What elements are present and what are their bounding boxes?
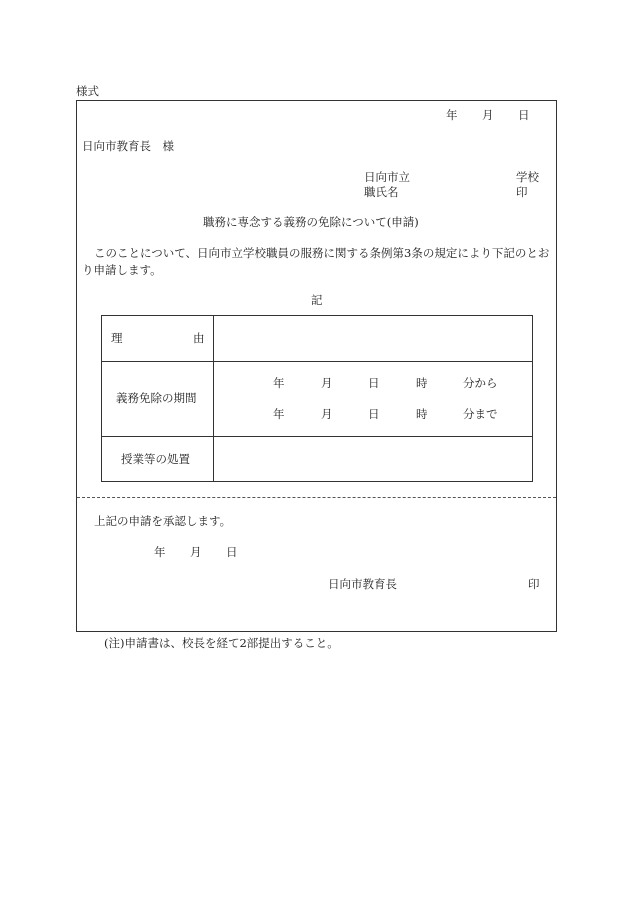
period-label: 義務免除の期間: [116, 391, 197, 405]
body-text: このことについて、日向市立学校職員の服務に関する条例第3条の規定により下記のとおり申請します。: [82, 246, 550, 277]
date-month: 月: [482, 108, 494, 122]
date-day: 日: [518, 108, 530, 122]
cut-line: [77, 497, 556, 498]
form-label: 様式: [76, 84, 99, 98]
from-hour: 時: [416, 376, 428, 390]
approval-month: 月: [190, 545, 202, 559]
document-title: 職務に専念する義務の免除について(申請): [203, 215, 419, 229]
school-prefix: 日向市立: [364, 170, 410, 184]
to-month: 月: [321, 407, 333, 421]
to-year: 年: [273, 407, 285, 421]
to-hour: 時: [416, 407, 428, 421]
from-month: 月: [321, 376, 333, 390]
date-year: 年: [446, 108, 458, 122]
school-suffix: 学校: [516, 170, 539, 184]
footnote: (注)申請書は、校長を経て2部提出すること。: [104, 636, 339, 650]
approval-seal: 印: [528, 577, 540, 591]
reason-label-1: 理: [111, 331, 123, 345]
class-measures-field[interactable]: [214, 437, 532, 481]
body-paragraph: [82, 245, 554, 279]
class-label: 授業等の処置: [121, 452, 190, 466]
ki-heading: 記: [311, 293, 323, 307]
reason-label-2: 由: [193, 331, 205, 345]
approval-signer: 日向市教育長: [328, 577, 397, 591]
approval-year: 年: [154, 545, 166, 559]
from-minute: 分から: [463, 376, 498, 390]
from-day: 日: [368, 376, 380, 390]
reason-field[interactable]: [214, 317, 532, 360]
approval-text: 上記の申請を承認します。: [94, 514, 232, 528]
addressee: 日向市教育長 様: [82, 139, 174, 153]
from-year: 年: [273, 376, 285, 390]
table-row-divider: [102, 361, 532, 362]
name-label: 職氏名: [364, 185, 399, 199]
applicant-seal: 印: [516, 185, 528, 199]
request-table: [101, 315, 533, 482]
approval-day: 日: [226, 545, 238, 559]
to-minute: 分まで: [463, 407, 498, 421]
to-day: 日: [368, 407, 380, 421]
